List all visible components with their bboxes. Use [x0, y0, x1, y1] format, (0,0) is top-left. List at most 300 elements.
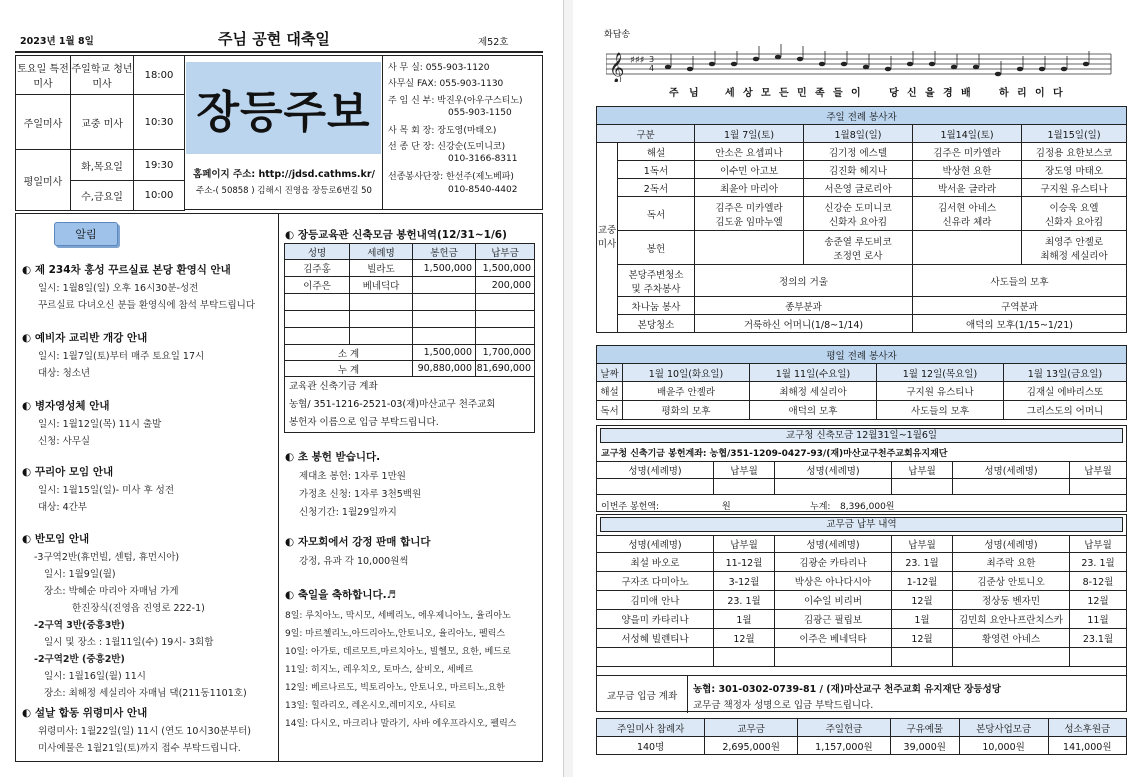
feast-line: 8일: 루치아노, 막시모, 세베리노, 에우제니아노, 율리아노	[285, 611, 511, 621]
account-row	[285, 377, 535, 433]
staff-cell: 평화의 모후	[623, 401, 750, 420]
donor-paid: 1,500,000	[476, 260, 535, 277]
contact-line: 055-903-1150	[448, 108, 512, 118]
account-line: 농협/ 351-1216-2521-03(재)마산교구 천주교회	[289, 398, 496, 410]
lyric-syllable: 배	[961, 88, 971, 99]
staff-header: 1월 10일(화요일)	[623, 364, 750, 382]
fund-header: 납부월	[1070, 462, 1127, 479]
notices-label: 알림	[54, 222, 118, 246]
schedule-name: 교중 미사	[71, 95, 134, 150]
this-week-label: 이번주 봉헌액:	[601, 502, 660, 512]
notice-line: -2구역 3반(중흥3반)	[34, 620, 125, 631]
contact-line: 선 종 단 장: 신강순(도미니코)	[388, 142, 506, 152]
note-head	[797, 57, 803, 62]
issue-date: 2023년 1월 8일	[20, 36, 94, 47]
account-line: 교육관 신축기금 계좌	[289, 380, 378, 392]
summary-value: 10,000원	[959, 737, 1048, 755]
staff-cell: 서은영 글로리아	[804, 179, 913, 197]
summary-value: 141,000원	[1048, 737, 1126, 755]
schedule-name: 화,목요일	[71, 150, 134, 181]
total-label: 누 계	[285, 361, 413, 377]
staff-cell	[913, 231, 1022, 265]
staff-cell: 이수민 아고보	[695, 161, 804, 179]
paid-month: 12월	[714, 629, 775, 648]
mothers-section	[285, 534, 431, 567]
dues-header: 성명(세례명)	[953, 536, 1070, 553]
lyric-syllable: 모	[761, 88, 771, 99]
note-head	[973, 65, 979, 70]
summary-value: 140명	[597, 737, 705, 755]
notice-title: ◐ 제 234차 홍성 꾸르실료 본당 환영식 안내	[22, 264, 231, 276]
candles-line: 신청기간: 1월29일까지	[299, 507, 397, 518]
staff-cell: 장도영 마태오	[1022, 161, 1127, 179]
staff-header: 1월 13일(금요일)	[1004, 364, 1127, 382]
summary-value: 2,695,000원	[705, 737, 798, 755]
note-head	[863, 65, 869, 70]
diocese-fund-account: 교구청 신축기금 봉헌계좌: 농협/351-1209-0427-93/(재)마산교구천주교회유지재단	[601, 449, 948, 459]
church-address: 주소-( 50858 ) 김해시 진영읍 장등로6번길 50	[196, 186, 372, 196]
contacts-box	[383, 55, 543, 210]
notice-line: 일시 및 장소 : 1월11일(수) 19시- 3회합	[44, 637, 214, 648]
contact-line: 주 임 신 부: 박진우(아우구스티노)	[388, 96, 523, 106]
paid-month	[892, 648, 953, 667]
feast-title: ◐ 축일을 축하합니다.♬	[285, 589, 397, 601]
notice-item	[22, 262, 255, 311]
notice-line: 장소: 최해정 세실리아 자매님 댁(211동1101호)	[44, 688, 247, 699]
note-head	[731, 62, 737, 67]
staff-header: 날짜	[597, 364, 623, 382]
fund-header: 성명(세례명)	[775, 462, 892, 479]
role-label: 해설	[597, 382, 623, 401]
summary-value: 39,000원	[890, 737, 959, 755]
note-head	[929, 62, 935, 67]
staff-cell: 김주은 미카엘라	[913, 143, 1022, 161]
staff-cell: 박상현 요한	[913, 161, 1022, 179]
feast-line: 12일: 베르나르도, 빅토리아노, 안토니오, 마르티노,요한	[285, 683, 505, 693]
dues-header: 납부월	[892, 536, 953, 553]
staff-cell: 김주은 미카엘라 김도윤 임마누엘	[695, 197, 804, 231]
role-label: 2독서	[618, 179, 695, 197]
staff-header: 1월 12일(목요일)	[877, 364, 1004, 382]
dues-header: 성명(세례명)	[775, 536, 892, 553]
notice-title: ◐ 예비자 교리반 개강 안내	[22, 332, 148, 344]
table-row	[285, 294, 535, 311]
mothers-line: 강정, 유과 각 10,000원씩	[299, 556, 409, 567]
payer-name: 박상은 아나다시아	[775, 572, 892, 591]
feast-line: 10일: 아가토, 데르모트,마르치아노, 빌헬모, 요한, 베드로	[285, 647, 511, 657]
payer-name: 이주은 베네딕타	[775, 629, 892, 648]
sunday-staff-table	[596, 106, 1127, 333]
mass-schedule-table	[15, 55, 185, 211]
table-row	[597, 591, 1126, 610]
hymn-lyrics	[669, 84, 1099, 98]
schedule-time: 18:00	[134, 56, 185, 95]
lyric-syllable: 당	[889, 88, 899, 99]
fund-header: 성명(세례명)	[597, 462, 714, 479]
role-label: 차나눔 봉사	[618, 297, 695, 315]
paid-month: 1-12월	[892, 572, 953, 591]
donor-pledge	[413, 277, 476, 294]
paid-month: 1월	[892, 610, 953, 629]
payer-name	[597, 648, 714, 667]
staff-cell: 이승욱 요엘 신화자 요아킴	[1022, 197, 1127, 231]
notice-line: 한진장식(진영읍 진영로 222-1)	[72, 603, 205, 614]
donation-table	[284, 243, 535, 433]
svg-text:𝄞: 𝄞	[609, 53, 625, 82]
sunday-staff-title: 주일 전례 봉사자	[597, 107, 1127, 125]
paid-month: 23.1월	[1070, 629, 1127, 648]
payer-name: 양을미 카타리나	[597, 610, 714, 629]
contact-line: 선종봉사단장: 한선주(제노베파)	[388, 172, 514, 182]
lyric-syllable: 든	[779, 88, 789, 99]
summary-header: 성소후원금	[1048, 719, 1126, 737]
note-head	[1017, 67, 1023, 72]
paid-month: 11-12월	[714, 553, 775, 572]
payer-name	[775, 648, 892, 667]
staff-cell: 최해정 세실리아	[750, 382, 877, 401]
note-head	[819, 62, 825, 67]
contact-line: 사 목 회 장: 장도영(마태오)	[388, 126, 497, 136]
feast-title: 주님 공현 대축일	[218, 30, 330, 48]
payer-name	[953, 648, 1070, 667]
staff-cell: 안소은 요셉피나	[695, 143, 804, 161]
fund-header: 납부월	[714, 462, 775, 479]
staff-cell: 구지원 유스티나	[1022, 179, 1127, 197]
payer-name: 김미애 안나	[597, 591, 714, 610]
feast-line: 14일: 다시오, 마크리나 말라기, 사바 에우프라시오, 펠릭스	[285, 719, 517, 729]
lyric-syllable: 님	[689, 88, 699, 99]
payer-name: 최주락 요한	[953, 553, 1070, 572]
notice-line: 신청: 사무실	[38, 436, 91, 447]
notice-line: -2구역2반 (중흥2반)	[34, 654, 125, 665]
note-head	[907, 62, 913, 67]
lyric-syllable: 리	[1017, 88, 1027, 99]
summary-header: 교무금	[705, 719, 798, 737]
account-line: 봉헌자 이름으로 입금 부탁드립니다.	[289, 416, 439, 428]
staff-cell: 사도들의 모후	[877, 401, 1004, 420]
role-label: 봉헌	[618, 231, 695, 265]
issue-number: 제52호	[478, 37, 509, 48]
role-label: 본당주변청소 및 주차봉사	[618, 265, 695, 297]
staff-cell: 김기정 에스텔	[804, 143, 913, 161]
note-head	[665, 65, 671, 70]
note-head	[885, 67, 891, 72]
staff-cell: 배윤주 안젤라	[623, 382, 750, 401]
contact-line: 사무실 FAX: 055-903-1130	[388, 79, 504, 89]
candles-line: 가정초 신청: 1자루 3천5백원	[299, 489, 422, 500]
paid-month: 12월	[892, 629, 953, 648]
staff-cell: 신강순 도미니코 신화자 요아킴	[804, 197, 913, 231]
table-row	[597, 648, 1126, 667]
staff-cell: 최윤아 마리아	[695, 179, 804, 197]
table-row	[285, 260, 535, 277]
table-row	[597, 610, 1126, 629]
notice-line: 일시: 1월12일(목) 11시 출발	[38, 419, 162, 430]
donor-paid: 200,000	[476, 277, 535, 294]
paid-month: 11월	[1070, 610, 1127, 629]
table-row	[597, 629, 1126, 648]
payer-name: 이수일 비리버	[775, 591, 892, 610]
dues-account-label: 교무금 입금 계좌	[597, 676, 688, 713]
staff-cell: 애덕의 모후	[750, 401, 877, 420]
notice-title: ◐ 반모임 안내	[22, 533, 90, 545]
subtotal-pledge: 1,500,000	[413, 345, 476, 361]
svg-text:♯♯♯: ♯♯♯	[630, 55, 645, 66]
table-row	[285, 311, 535, 328]
candles-section	[285, 449, 421, 518]
dues-header: 납부월	[714, 536, 775, 553]
notice-line: 일시: 1월16일(월) 11시	[44, 671, 146, 682]
donor-name: 김주홍	[285, 260, 350, 277]
total-pledge: 90,880,000	[413, 361, 476, 377]
notice-item	[22, 531, 247, 699]
candles-title: ◐ 초 봉헌 받습니다.	[285, 451, 381, 463]
info-column	[279, 213, 543, 762]
notices-column	[15, 213, 279, 762]
paid-month	[714, 648, 775, 667]
lyric-syllable: 족	[815, 88, 825, 99]
lyric-syllable: 들	[833, 88, 843, 99]
staff-header: 1월 11일(수요일)	[750, 364, 877, 382]
schedule-group: 평일미사	[16, 150, 71, 211]
payer-name: 김준상 안토니오	[953, 572, 1070, 591]
summary-header: 주일헌금	[798, 719, 891, 737]
staff-cell: 박서윤 글라라	[913, 179, 1022, 197]
paid-month: 23. 1월	[714, 591, 775, 610]
contact-line: 010-3166-8311	[448, 154, 518, 164]
header-rule	[15, 51, 543, 53]
lyric-syllable: 신	[907, 88, 917, 99]
diocese-dues-table	[597, 535, 1126, 667]
hymn-staff	[606, 40, 1114, 82]
donation-header: 성명	[285, 244, 350, 260]
table-row	[597, 572, 1126, 591]
paid-month: 23. 1월	[892, 553, 953, 572]
role-label: 독서	[618, 197, 695, 231]
dues-header: 납부월	[1070, 536, 1127, 553]
notice-item	[22, 398, 161, 447]
diocese-fund-box	[596, 425, 1127, 512]
staff-cell: 정의의 거울	[695, 265, 913, 297]
paid-month: 12월	[892, 591, 953, 610]
payer-name: 구자조 다미아노	[597, 572, 714, 591]
note-head	[1061, 67, 1067, 72]
schedule-group: 주일미사	[16, 95, 71, 150]
payer-name: 김광근 필립보	[775, 610, 892, 629]
staff-header: 1월8일(일)	[804, 125, 913, 143]
paid-month: 3-12월	[714, 572, 775, 591]
lyric-syllable: 민	[797, 88, 807, 99]
lyric-syllable: 주	[669, 88, 679, 99]
total-row	[285, 361, 535, 377]
donor-baptismal: 빌라도	[350, 260, 413, 277]
cumulative-label: 누계:	[810, 502, 831, 512]
svg-text:3: 3	[649, 55, 655, 64]
lyric-syllable: 세	[725, 88, 735, 99]
donor-name: 이주은	[285, 277, 350, 294]
donation-header: 세례명	[350, 244, 413, 260]
right-page	[573, 0, 1137, 777]
notice-title: ◐ 병자영성체 안내	[22, 400, 110, 412]
notice-line: 꾸르실료 다녀오신 분들 환영식에 참석 부탁드립니다	[38, 300, 255, 311]
subtotal-paid: 1,700,000	[476, 345, 535, 361]
subtotal-label: 소 계	[285, 345, 413, 361]
fund-header: 성명(세례명)	[953, 462, 1070, 479]
donor-baptismal: 베네딕다	[350, 277, 413, 294]
note-head	[995, 72, 1001, 77]
summary-value: 1,157,000원	[798, 737, 891, 755]
feast-line: 13일: 힐라리오, 레온시오,레미지오, 사티로	[285, 701, 456, 711]
payer-name: 서성혜 빌렌티나	[597, 629, 714, 648]
donation-title: ◐ 장등교육관 신축모금 봉헌내역(12/31~1/6)	[285, 229, 507, 241]
lyric-syllable: 하	[999, 88, 1009, 99]
diocese-fund-table	[597, 461, 1126, 495]
bulletin-name: 장등주보	[196, 87, 371, 138]
donor-pledge: 1,500,000	[413, 260, 476, 277]
payer-name: 정상동 벤자민	[953, 591, 1070, 610]
role-label: 1독서	[618, 161, 695, 179]
total-paid: 81,690,000	[476, 361, 535, 377]
mothers-title: ◐ 자모회에서 강정 판매 합니다	[285, 536, 431, 548]
payer-name: 김광순 카타리나	[775, 553, 892, 572]
hymn-label: 화답송	[604, 30, 631, 40]
subtotal-row	[285, 345, 535, 361]
notice-item	[22, 705, 251, 754]
staff-cell: 애덕의 모후(1/15~1/21)	[913, 315, 1127, 333]
weekday-staff-table	[596, 345, 1127, 420]
notice-line: 미사예물은 1월21일(토)까지 접수 부탁드립니다.	[38, 743, 241, 754]
diocese-dues-title: 교무금 납부 내역	[600, 517, 1123, 532]
candles-line: 제대초 봉헌: 1자루 1만원	[299, 471, 406, 482]
notice-line: 일시: 1월8일(일) 오후 16시30분-성전	[38, 283, 199, 294]
table-row	[285, 277, 535, 294]
notice-title: ◐ 꾸리아 모임 안내	[22, 466, 114, 478]
staff-header: 1월15일(일)	[1022, 125, 1127, 143]
staff-header: 구분	[597, 125, 695, 143]
schedule-name: 주일학교 청년미사	[71, 56, 134, 95]
title-block	[185, 55, 383, 210]
notice-line: 일시: 1월7일(토)부터 매주 토요일 17시	[38, 351, 205, 362]
staff-cell: 종부분과	[695, 297, 913, 315]
notice-line: 일시: 1월15일(일)- 미사 후 성전	[38, 485, 175, 496]
cumulative-amount: 8,396,000원	[840, 502, 895, 512]
summary-header: 주일미사 참례자	[597, 719, 705, 737]
schedule-time: 10:00	[134, 181, 185, 211]
staff-cell: 김재실 에바리스또	[1004, 382, 1127, 401]
note-head	[951, 65, 957, 70]
note-head	[841, 62, 847, 67]
note-head	[1039, 67, 1045, 72]
staff-cell: 김진화 헤지나	[804, 161, 913, 179]
this-week-unit: 원	[722, 502, 731, 512]
notice-line: 일시: 1월9일(월)	[44, 569, 116, 580]
schedule-name: 수,금요일	[71, 181, 134, 211]
notice-item	[22, 330, 204, 379]
lyric-syllable: 상	[743, 88, 753, 99]
staff-header: 1월 7일(토)	[695, 125, 804, 143]
paid-month: 12월	[1070, 591, 1127, 610]
summary-header: 본당사업모금	[959, 719, 1048, 737]
paid-month: 8-12월	[1070, 572, 1127, 591]
note-head	[687, 67, 693, 72]
lyric-syllable: 다	[1053, 88, 1063, 99]
offering-summary-table	[596, 718, 1127, 755]
staff-cell: 구역분과	[913, 297, 1127, 315]
homepage-link[interactable]: 홈페이지 주소: http://jdsd.cathms.kr/	[193, 169, 375, 180]
staff-cell: 그리스도의 어머니	[1004, 401, 1127, 420]
staff-cell: 송준열 루도비코 조정연 로사	[804, 231, 913, 265]
dues-header: 성명(세례명)	[597, 536, 714, 553]
staff-cell: 구지원 유스티나	[877, 382, 1004, 401]
weekday-staff-title: 평일 전례 봉사자	[597, 346, 1127, 364]
staff-cell: 거룩하신 어머니(1/8~1/14)	[695, 315, 913, 333]
mass-side-label: 교중미사	[597, 143, 618, 333]
lyric-syllable: 을	[925, 88, 935, 99]
feast-line: 9일: 마르첼리노,아드리아노,안토니오, 율리아노, 펠릭스	[285, 629, 506, 639]
notice-line: -3구역2반(휴먼빌, 센텀, 휴먼시아)	[34, 552, 180, 563]
feast-section	[285, 587, 517, 729]
note-head	[775, 55, 781, 60]
note-head	[753, 57, 759, 62]
donation-header: 납부금	[476, 244, 535, 260]
staff-cell: 김정용 요한보스코	[1022, 143, 1127, 161]
schedule-time: 19:30	[134, 150, 185, 181]
role-label: 해설	[618, 143, 695, 161]
role-label: 본당청소	[618, 315, 695, 333]
role-label: 독서	[597, 401, 623, 420]
donation-header: 봉헌금	[413, 244, 476, 260]
payer-name: 황영련 아네스	[953, 629, 1070, 648]
contact-line: 010-8540-4402	[448, 185, 518, 195]
notice-item	[22, 464, 174, 513]
paid-month	[1070, 648, 1127, 667]
contact-line: 사 무 실: 055-903-1120	[388, 63, 490, 73]
lyric-syllable: 경	[943, 88, 953, 99]
payer-name: 김민희 요안나프란치스카	[953, 610, 1070, 629]
notice-line: 장소: 박혜순 마리아 자매님 가게	[44, 586, 179, 597]
notice-line: 대상: 청소년	[38, 368, 91, 379]
bulletin-title-box	[186, 62, 381, 154]
notice-line: 대상: 4간부	[38, 502, 87, 513]
dues-account-row	[597, 675, 1126, 713]
dues-account-line: 교무금 책정자 성명으로 입금 부탁드립니다.	[693, 700, 874, 711]
payer-name: 최설 바오로	[597, 553, 714, 572]
staff-header: 1월14일(토)	[913, 125, 1022, 143]
feast-line: 11일: 히지노, 레우치오, 토마스, 살비오, 세베르	[285, 665, 474, 675]
table-row	[597, 553, 1126, 572]
staff-cell: 김서현 아네스 신유라 체라	[913, 197, 1022, 231]
notice-title: ◐ 설날 합동 위령미사 안내	[22, 707, 148, 719]
note-head	[709, 62, 715, 67]
diocese-dues-box	[596, 514, 1127, 712]
lyric-syllable: 이	[851, 88, 861, 99]
paid-month: 1월	[714, 610, 775, 629]
staff-cell: 최영주 안젤로 최해정 세실리아	[1022, 231, 1127, 265]
svg-text:4: 4	[649, 64, 655, 73]
summary-header: 구유예물	[890, 719, 959, 737]
diocese-fund-title: 교구청 신축모금 12월31일~1월6일	[600, 428, 1123, 443]
dues-account-line: 농협: 301-0302-0739-81 / (재)마산교구 천주교회 유지재단 장등성당	[693, 684, 1001, 695]
schedule-time: 10:30	[134, 95, 185, 150]
schedule-group: 토요일 특전미사	[16, 56, 71, 95]
lyric-syllable: 이	[1035, 88, 1045, 99]
staff-cell: 사도들의 모후	[913, 265, 1127, 297]
staff-cell	[695, 231, 804, 265]
table-row	[285, 328, 535, 345]
fund-header: 납부월	[892, 462, 953, 479]
paid-month: 23. 1월	[1070, 553, 1127, 572]
note-head	[1083, 62, 1089, 67]
